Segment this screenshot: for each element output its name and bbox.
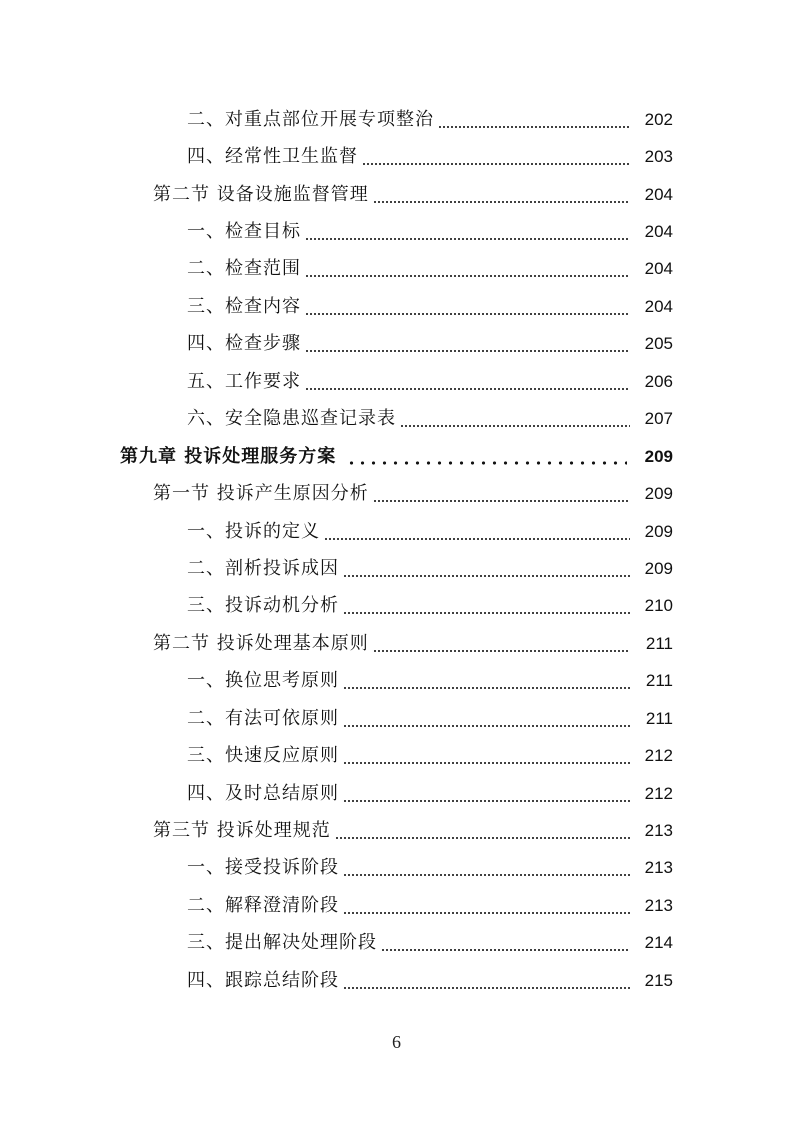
toc-entry-item[interactable] (0, 663, 793, 700)
toc-entry-item[interactable] (0, 775, 793, 812)
toc-entry-page: 209 (644, 446, 673, 466)
dot-leader (343, 970, 630, 992)
toc-entry-section[interactable] (0, 625, 793, 662)
dot-leader (343, 745, 630, 767)
toc-entry-page: 204 (644, 222, 673, 242)
toc-entry-item[interactable] (0, 887, 793, 924)
dot-leader (343, 857, 630, 879)
dot-leader (343, 783, 630, 805)
toc-entry-page: 211 (645, 708, 673, 728)
dot-leader (346, 446, 627, 468)
toc-entry-page: 202 (644, 109, 673, 129)
toc-entry-title: 五、工作要求 (187, 370, 301, 392)
toc-entry-title: 一、换位思考原则 (187, 670, 339, 692)
toc-entry-item[interactable] (0, 700, 793, 737)
toc-entry-section[interactable] (0, 475, 793, 512)
toc-entry-title: 一、投诉的定义 (187, 520, 320, 542)
toc-entry-page: 213 (644, 821, 673, 841)
toc-entry-title: 第二节 投诉处理基本原则 (153, 632, 369, 654)
dot-leader (438, 109, 630, 131)
toc-entry-title: 四、经常性卫生监督 (187, 146, 358, 168)
toc-entry-item[interactable] (0, 326, 793, 363)
page-number: 6 (392, 1032, 401, 1052)
toc-entry-item[interactable] (0, 251, 793, 288)
toc-entry-item[interactable] (0, 588, 793, 625)
toc-entry-title: 第二节 设备设施监督管理 (153, 183, 369, 205)
toc-entry-item[interactable] (0, 401, 793, 438)
dot-leader (343, 670, 630, 692)
dot-leader (343, 895, 630, 917)
dot-leader (305, 258, 630, 280)
toc-entry-page: 212 (644, 746, 673, 766)
dot-leader (381, 932, 630, 954)
toc-entry-title: 六、安全隐患巡查记录表 (187, 408, 396, 430)
toc-entry-item[interactable] (0, 962, 793, 999)
toc-entry-page: 211 (645, 671, 673, 691)
toc-entry-title: 三、投诉动机分析 (187, 595, 339, 617)
table-of-contents (0, 101, 793, 1000)
toc-entry-title: 二、剖析投诉成因 (187, 557, 339, 579)
dot-leader (305, 221, 630, 243)
toc-entry-title: 三、快速反应原则 (187, 745, 339, 767)
dot-leader (362, 146, 630, 168)
toc-entry-page: 211 (645, 633, 673, 653)
toc-entry-item[interactable] (0, 101, 793, 138)
dot-leader (373, 633, 630, 655)
toc-entry-item[interactable] (0, 850, 793, 887)
toc-entry-page: 212 (644, 783, 673, 803)
toc-entry-title: 二、有法可依原则 (187, 707, 339, 729)
toc-entry-page: 207 (644, 409, 673, 429)
toc-entry-page: 204 (644, 259, 673, 279)
toc-entry-page: 204 (644, 296, 673, 316)
toc-entry-title: 第九章 投诉处理服务方案 (120, 445, 337, 467)
toc-entry-title: 四、检查步骤 (187, 333, 301, 355)
toc-entry-title: 三、检查内容 (187, 295, 301, 317)
dot-leader (305, 296, 630, 318)
toc-entry-page: 209 (644, 521, 673, 541)
toc-entry-page: 213 (644, 895, 673, 915)
toc-entry-page: 209 (644, 558, 673, 578)
toc-entry-item[interactable] (0, 513, 793, 550)
toc-entry-item[interactable] (0, 288, 793, 325)
dot-leader (305, 371, 630, 393)
toc-entry-title: 二、检查范围 (187, 258, 301, 280)
dot-leader (335, 820, 630, 842)
toc-entry-page: 205 (644, 334, 673, 354)
dot-leader (305, 333, 630, 355)
toc-entry-item[interactable] (0, 138, 793, 175)
toc-entry-item[interactable] (0, 550, 793, 587)
toc-entry-title: 三、提出解决处理阶段 (187, 932, 377, 954)
toc-entry-page: 210 (644, 596, 673, 616)
toc-entry-page: 213 (644, 858, 673, 878)
toc-entry-page: 209 (644, 484, 673, 504)
toc-entry-title: 二、解释澄清阶段 (187, 894, 339, 916)
toc-entry-item[interactable] (0, 737, 793, 774)
toc-entry-page: 203 (644, 147, 673, 167)
toc-entry-title: 二、对重点部位开展专项整治 (187, 108, 434, 130)
dot-leader (343, 708, 630, 730)
dot-leader (324, 521, 630, 543)
toc-entry-page: 215 (644, 970, 673, 990)
toc-entry-item[interactable] (0, 925, 793, 962)
toc-entry-page: 204 (644, 184, 673, 204)
toc-entry-title: 一、接受投诉阶段 (187, 857, 339, 879)
toc-entry-title: 第三节 投诉处理规范 (153, 820, 331, 842)
dot-leader (373, 184, 630, 206)
toc-entry-chapter[interactable] (0, 438, 793, 475)
toc-entry-page: 214 (644, 933, 673, 953)
toc-entry-title: 四、及时总结原则 (187, 782, 339, 804)
toc-entry-item[interactable] (0, 213, 793, 250)
dot-leader (400, 408, 630, 430)
dot-leader (343, 595, 630, 617)
toc-entry-title: 一、检查目标 (187, 221, 301, 243)
toc-entry-section[interactable] (0, 176, 793, 213)
toc-entry-title: 四、跟踪总结阶段 (187, 969, 339, 991)
toc-entry-item[interactable] (0, 363, 793, 400)
toc-entry-title: 第一节 投诉产生原因分析 (153, 483, 369, 505)
dot-leader (373, 483, 630, 505)
toc-entry-section[interactable] (0, 812, 793, 849)
toc-entry-page: 206 (644, 371, 673, 391)
dot-leader (343, 558, 630, 580)
